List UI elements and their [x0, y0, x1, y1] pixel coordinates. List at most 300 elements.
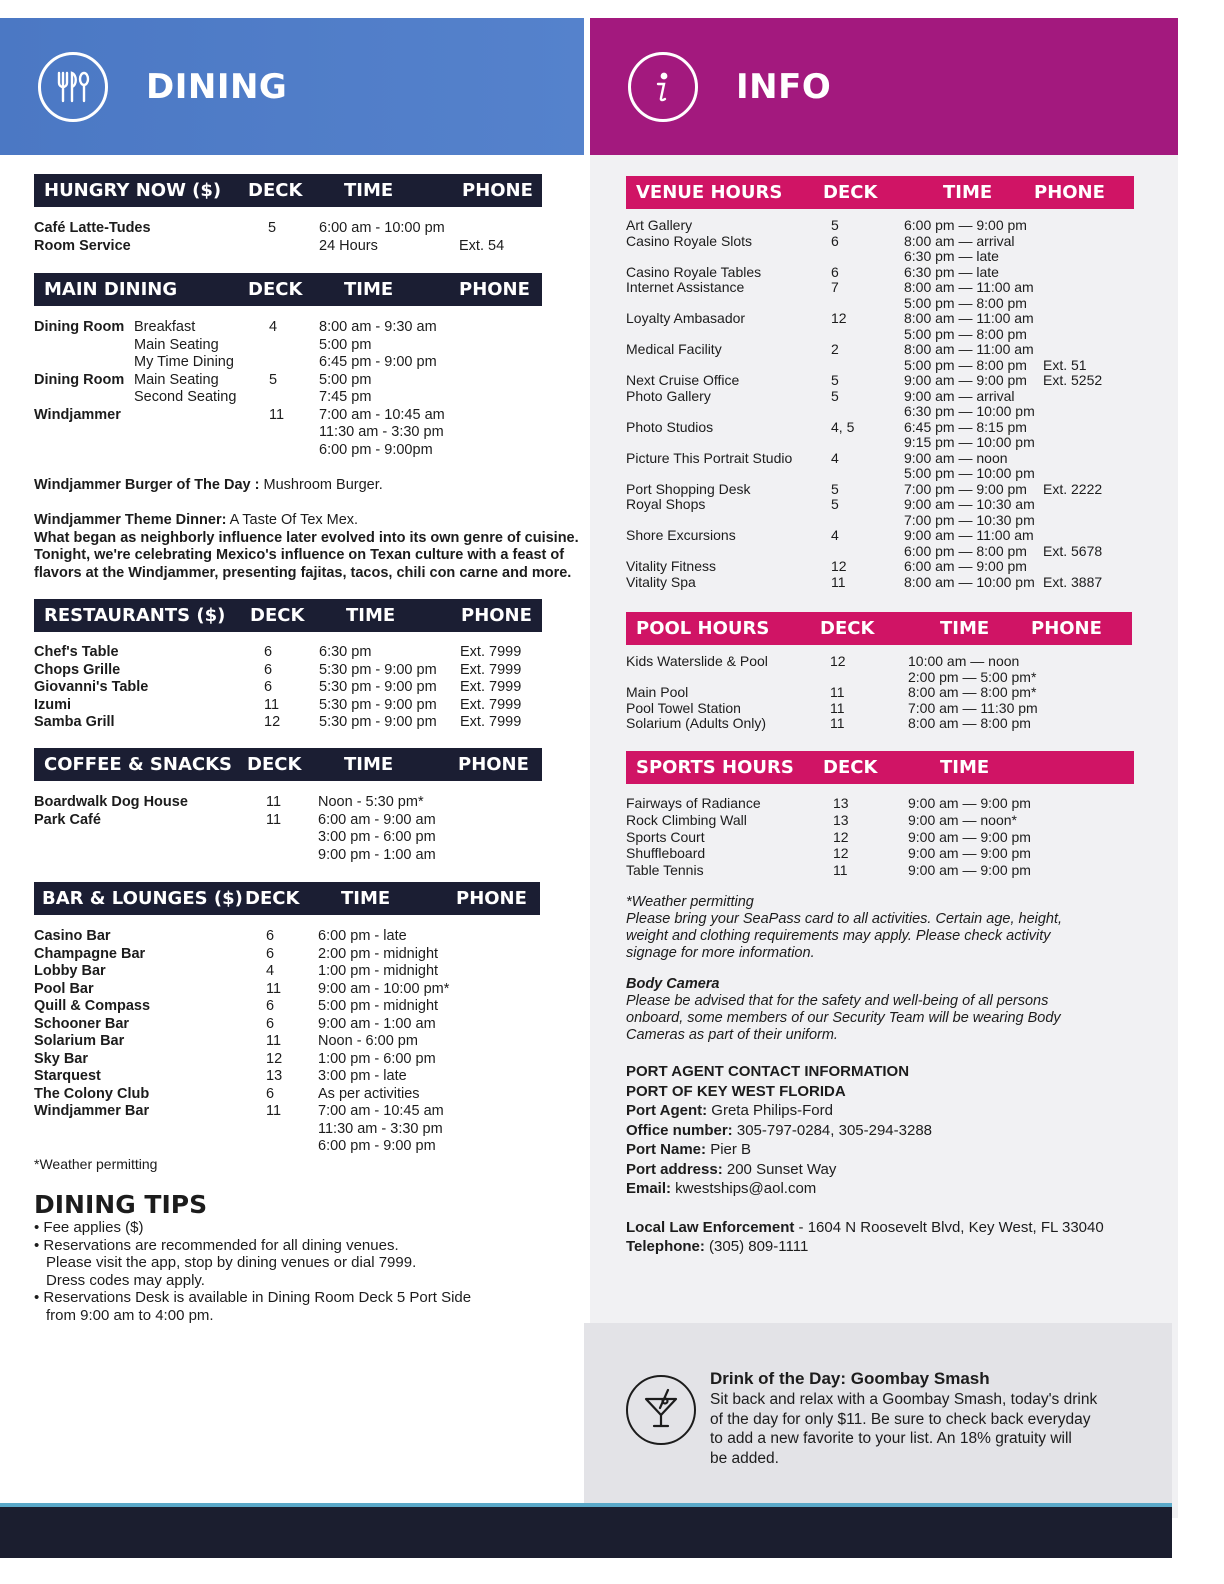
seating: Breakfast [134, 319, 196, 335]
time: 3:00 pm - late [318, 1068, 407, 1084]
table-row [626, 862, 1134, 879]
coffee-snacks-table [34, 794, 542, 864]
deck: 11 [833, 862, 848, 879]
time: 9:00 am — 9:00 pm [908, 795, 1031, 811]
theme-line: flavors at the Windjammer, presenting fajitas, tacos, chili con carne and more. [34, 564, 572, 581]
header-label: HUNGRY NOW ($) [44, 180, 222, 201]
burger-value: Mushroom Burger. [259, 477, 383, 493]
phone: Ext. 7999 [460, 696, 522, 713]
email-value: kwestships@aol.com [671, 1180, 817, 1197]
notice-line: Cameras as part of their uniform. [626, 1027, 838, 1043]
time: 6:00 am - 10:00 pm [319, 220, 445, 236]
table-row [34, 442, 542, 460]
table-row [34, 697, 542, 715]
venue-name: Kids Waterslide & Pool [626, 653, 768, 669]
venue-name: Port Shopping Desk [626, 480, 751, 497]
time: 10:00 am — noon [908, 653, 1020, 669]
seating: My Time Dining [134, 354, 234, 370]
body-camera-title: Body Camera [626, 976, 720, 992]
venue-name: Chops Grille [34, 661, 121, 678]
table-row [626, 528, 1134, 544]
deck: 4, 5 [831, 418, 855, 435]
table-row [34, 794, 542, 812]
table-row [34, 1138, 542, 1156]
venue-name: Solarium (Adults Only) [626, 715, 767, 731]
deck: 5 [831, 372, 839, 388]
venue-name: Windjammer [34, 406, 121, 423]
hungry-now-header [34, 174, 542, 207]
time: 6:45 pm - 9:00 pm [319, 354, 437, 370]
seating: Main Seating [134, 336, 219, 353]
fork-knife-spoon-icon [38, 52, 108, 122]
venue-name: Vitality Fitness [626, 558, 716, 574]
deck: 4 [831, 449, 839, 466]
law-value: - 1604 N Roosevelt Blvd, Key West, FL 33040 [794, 1218, 1104, 1236]
venue-name: Main Pool [626, 684, 689, 700]
time: 7:00 am — 11:30 pm [908, 699, 1038, 716]
venue-name: Vitality Spa [626, 573, 696, 590]
time: Noon - 6:00 pm [318, 1033, 418, 1049]
phone: Ext. 5678 [1043, 542, 1103, 559]
venue-hours-table [626, 218, 1134, 590]
venue-name: Casino Royale Slots [626, 232, 753, 249]
deck: 12 [264, 714, 281, 730]
time: 9:15 pm — 10:00 pm [904, 434, 1035, 450]
deck: 11 [269, 406, 285, 423]
deck: 11 [266, 811, 282, 828]
header-label: RESTAURANTS ($) [44, 605, 226, 626]
drink-line: of the day for only $11. Be sure to check back everyday [710, 1410, 1091, 1428]
venue-name: Picture This Portrait Studio [626, 449, 793, 466]
deck: 6 [831, 232, 839, 249]
notice-line: *Weather permitting [626, 894, 754, 910]
time: 6:30 pm — 10:00 pm [904, 403, 1035, 419]
header-phone: PHONE [462, 180, 533, 201]
restaurants-table [34, 644, 542, 732]
table-row [34, 389, 542, 407]
time: 5:00 pm — 8:00 pm [904, 325, 1027, 342]
deck: 6 [266, 928, 275, 944]
header-time: TIME [940, 618, 990, 639]
venue-name: Sports Court [626, 828, 705, 845]
table-row [626, 575, 1134, 591]
deck: 6 [264, 679, 273, 695]
deck: 11 [266, 1033, 282, 1049]
theme-label: Windjammer Theme Dinner: [34, 512, 227, 528]
time: As per activities [318, 1085, 420, 1102]
deck: 6 [264, 644, 273, 660]
time: 8:00 am — 11:00 am [904, 310, 1034, 326]
agent-label: Port Agent: [626, 1102, 708, 1119]
header-phone: PHONE [1031, 618, 1102, 639]
deck: 5 [831, 387, 839, 404]
time: 5:30 pm - 9:00 pm [319, 696, 437, 713]
time: 7:00 am - 10:45 am [318, 1103, 444, 1119]
table-row [626, 327, 1134, 343]
tip-line: Please visit the app, stop by dining venues or dial 7999. [46, 1254, 417, 1271]
time: 7:00 pm — 10:30 pm [904, 511, 1035, 528]
table-row [626, 701, 1132, 717]
info-icon [628, 52, 698, 122]
venue-name: Medical Facility [626, 341, 722, 357]
table-row [34, 644, 542, 662]
deck: 2 [831, 341, 839, 357]
header-deck: DECK [250, 605, 305, 626]
header-deck: DECK [248, 279, 303, 300]
deck: 11 [266, 794, 282, 810]
time: 6:45 pm — 8:15 pm [904, 418, 1027, 435]
deck: 11 [831, 573, 846, 590]
table-row [34, 1068, 542, 1086]
law-label: Local Law Enforcement [626, 1218, 795, 1236]
phone: Ext. 2222 [1043, 480, 1103, 497]
deck: 13 [833, 811, 849, 828]
bar-lounges-header [34, 882, 540, 915]
bar-lounges-table [34, 928, 542, 1156]
header-phone: PHONE [459, 279, 530, 300]
phone: Ext. 7999 [460, 714, 522, 730]
time: 6:00 pm - 9:00pm [319, 441, 433, 458]
notice-line: onboard, some members of our Security Team will be wearing Body [626, 1010, 1061, 1026]
time: 8:00 am — arrival [904, 232, 1015, 249]
time: 9:00 pm - 1:00 am [318, 846, 436, 863]
table-row [626, 234, 1134, 250]
time: 5:00 pm — 10:00 pm [904, 465, 1035, 481]
burger-of-the-day [34, 477, 383, 495]
tip-line: • Reservations are recommended for all dining venues. [34, 1236, 399, 1254]
time: 6:00 pm - 9:00 pm [318, 1138, 436, 1154]
time: 5:30 pm - 9:00 pm [319, 714, 437, 730]
time: 7:45 pm [319, 389, 372, 405]
header-time: TIME [943, 182, 993, 203]
time: Noon - 5:30 pm* [318, 794, 424, 810]
tip-line: from 9:00 am to 4:00 pm. [46, 1306, 214, 1324]
venue-name: Boardwalk Dog House [34, 794, 188, 810]
time: 2:00 pm — 5:00 pm* [908, 668, 1037, 685]
time: 6:30 pm — late [904, 263, 999, 280]
deck: 13 [833, 795, 849, 811]
notice-line: Please bring your SeaPass card to all activities. Certain age, height, [626, 911, 1063, 927]
header-label: VENUE HOURS [636, 182, 783, 203]
venue-hours-header [626, 176, 1134, 209]
time: 5:00 pm — 8:00 pm [904, 294, 1027, 311]
table-row [626, 389, 1134, 405]
table-row [34, 1051, 542, 1069]
time: 2:00 pm - midnight [318, 945, 439, 962]
header-time: TIME [344, 279, 394, 300]
deck: 5 [831, 217, 839, 233]
venue-name: Solarium Bar [34, 1033, 125, 1049]
venue-name: Pool Bar [34, 980, 94, 997]
agent-value: Greta Philips-Ford [707, 1102, 833, 1119]
venue-name: Photo Studios [626, 418, 714, 435]
deck: 12 [266, 1050, 283, 1067]
table-row [34, 998, 542, 1016]
deck: 6 [266, 945, 275, 962]
deck: 12 [831, 310, 847, 326]
office-label: Office number: [626, 1121, 733, 1139]
table-row [34, 847, 542, 865]
deck: 11 [264, 696, 280, 713]
port-name-label: Port Name: [626, 1141, 707, 1158]
time: 9:00 am — noon* [908, 811, 1017, 828]
drink-line: Sit back and relax with a Goombay Smash, today's drink [710, 1391, 1098, 1408]
time: 6:00 am — 9:00 pm [904, 558, 1027, 574]
deck: 5 [268, 220, 277, 236]
main-dining-header [34, 273, 542, 306]
table-row [34, 662, 542, 680]
activity-notice [626, 894, 1062, 962]
time: 1:00 pm - 6:00 pm [318, 1050, 436, 1067]
header-deck: DECK [245, 888, 300, 909]
time: 9:00 am — 10:30 am [904, 496, 1035, 512]
header-time: TIME [346, 605, 396, 626]
time: 5:00 pm [319, 371, 372, 388]
table-row [34, 1121, 542, 1139]
venue-name: Shuffleboard [626, 845, 706, 862]
time: 9:00 am — 9:00 pm [908, 828, 1031, 845]
time: 8:00 am — 8:00 pm [908, 715, 1031, 731]
time: 5:30 pm - 9:00 pm [319, 679, 437, 695]
address-label: Port address: [626, 1160, 723, 1178]
time: 8:00 am — 11:00 am [904, 341, 1034, 357]
deck: 12 [830, 653, 846, 669]
notice-line: Please be advised that for the safety and well-being of all persons [626, 993, 1049, 1009]
time: 6:00 pm — 8:00 pm [904, 542, 1027, 559]
deck: 6 [831, 263, 839, 280]
email-label: Email: [626, 1180, 672, 1197]
table-row [626, 829, 1134, 846]
restaurants-header [34, 599, 542, 632]
main-dining-table [34, 319, 542, 459]
table-row [626, 373, 1134, 389]
header-phone: PHONE [456, 888, 527, 909]
deck: 11 [830, 684, 845, 700]
deck: 11 [266, 980, 282, 997]
table-row [34, 1086, 542, 1104]
deck: 13 [266, 1068, 283, 1084]
table-row [34, 220, 542, 238]
venue-name: Dining Room [34, 371, 125, 388]
time: 5:00 pm - midnight [318, 998, 439, 1014]
venue-name: Table Tennis [626, 862, 704, 879]
table-row [626, 296, 1134, 312]
venue-name: The Colony Club [34, 1085, 150, 1102]
time: 9:00 am — arrival [904, 387, 1015, 404]
drink-of-the-day-panel [584, 1323, 1172, 1503]
port-heading: PORT OF KEY WEST FLORIDA [626, 1082, 846, 1100]
deck: 5 [831, 480, 839, 497]
time: 6:00 am - 9:00 am [318, 811, 436, 828]
header-deck: DECK [823, 182, 878, 203]
sports-hours-table [626, 795, 1134, 879]
venue-name: Photo Gallery [626, 387, 711, 404]
time: 9:00 am — 9:00 pm [904, 372, 1027, 388]
table-row [34, 679, 542, 697]
table-row [34, 1103, 542, 1121]
time: 9:00 am — 11:00 am [904, 527, 1034, 543]
theme-dinner [34, 512, 579, 582]
deck: 11 [266, 1103, 282, 1119]
time: 6:00 pm — 9:00 pm [904, 217, 1027, 233]
dining-tips-list [34, 1219, 471, 1324]
header-time: TIME [344, 180, 394, 201]
header-deck: DECK [247, 754, 302, 775]
venue-name: Café Latte-Tudes [34, 220, 151, 236]
time: 5:00 pm [319, 336, 372, 353]
header-label: POOL HOURS [636, 618, 770, 639]
table-row [34, 928, 542, 946]
header-deck: DECK [248, 180, 303, 201]
tip-line: Dress codes may apply. [46, 1271, 205, 1289]
table-row [626, 654, 1132, 670]
deck: 6 [266, 1015, 275, 1032]
deck: 5 [269, 371, 278, 388]
time: 8:00 am - 9:30 am [319, 319, 437, 335]
table-row [626, 265, 1134, 281]
venue-name: Lobby Bar [34, 963, 106, 979]
drink-title: Drink of the Day: Goombay Smash [710, 1369, 990, 1388]
table-row [626, 497, 1134, 513]
venue-name: Casino Royale Tables [626, 263, 762, 280]
phone: Ext. 7999 [460, 644, 522, 660]
tip-line: • Fee applies ($) [34, 1219, 144, 1236]
pool-hours-table [626, 654, 1132, 732]
deck: 4 [269, 319, 278, 335]
table-row [626, 482, 1134, 498]
table-row [626, 249, 1134, 265]
time: 9:00 am — noon [904, 449, 1008, 466]
info-banner [590, 18, 1178, 155]
venue-name: Room Service [34, 237, 131, 254]
table-row [626, 544, 1134, 560]
deck: 12 [833, 828, 849, 845]
theme-line: Tonight, we're celebrating Mexico's influence on Texan culture with a feast of [34, 547, 565, 563]
venue-name: Park Café [34, 811, 101, 828]
dining-tips-title: DINING TIPS [34, 1190, 208, 1219]
time: 24 Hours [319, 237, 378, 254]
time: 9:00 am - 1:00 am [318, 1015, 436, 1032]
table-row [626, 435, 1134, 451]
weather-note: *Weather permitting [34, 1156, 158, 1172]
table-row [626, 685, 1132, 701]
time: 1:00 pm - midnight [318, 963, 439, 979]
time: 9:00 am - 10:00 pm* [318, 980, 450, 997]
telephone-label: Telephone: [626, 1238, 705, 1255]
venue-name: Next Cruise Office [626, 372, 740, 388]
venue-name: Giovanni's Table [34, 679, 149, 695]
table-row [626, 513, 1134, 529]
header-label: BAR & LOUNGES ($) [42, 888, 243, 909]
drink-line: be added. [710, 1449, 779, 1467]
time: 8:00 am — 10:00 pm [904, 573, 1035, 590]
table-row [34, 337, 542, 355]
venue-name: Champagne Bar [34, 945, 146, 962]
venue-name: Schooner Bar [34, 1015, 130, 1032]
theme-value: A Taste Of Tex Mex. [226, 512, 359, 528]
header-label: MAIN DINING [44, 279, 178, 300]
table-row [626, 812, 1134, 829]
time: 11:30 am - 3:30 pm [319, 424, 444, 440]
drink-line: to add a new favorite to your list. An 18% gratuity will [710, 1430, 1072, 1447]
venue-name: Chef's Table [34, 644, 119, 660]
time: 5:30 pm - 9:00 pm [319, 661, 437, 678]
theme-line: What began as neighborly influence later evolved into its own genre of cuisine. [34, 529, 579, 546]
deck: 11 [830, 715, 845, 731]
table-row [34, 829, 542, 847]
deck: 12 [831, 558, 847, 574]
header-time: TIME [341, 888, 391, 909]
phone: Ext. 5252 [1043, 372, 1103, 388]
office-value: 305-797-0284, 305-294-3288 [732, 1121, 933, 1139]
telephone-value: (305) 809-1111 [704, 1238, 809, 1255]
table-row [34, 946, 542, 964]
venue-name: Internet Assistance [626, 279, 745, 295]
header-label: SPORTS HOURS [636, 757, 794, 778]
table-row [34, 372, 542, 390]
time: 6:30 pm [319, 644, 372, 660]
table-row [626, 670, 1132, 686]
venue-name: Samba Grill [34, 714, 115, 730]
deck: 6 [266, 998, 275, 1014]
info-title: INFO [736, 66, 832, 107]
port-agent-contact [626, 1062, 1104, 1257]
table-row [626, 358, 1134, 374]
notice-line: signage for more information. [626, 945, 815, 961]
table-row [626, 466, 1134, 482]
table-row [34, 424, 542, 442]
deck: 11 [830, 699, 845, 716]
header-label: COFFEE & SNACKS [44, 754, 233, 775]
time: 7:00 am - 10:45 am [319, 406, 445, 423]
time: 9:00 am — 9:00 pm [908, 862, 1031, 879]
port-name-value: Pier B [706, 1141, 752, 1158]
table-row [34, 407, 542, 425]
header-time: TIME [344, 754, 394, 775]
notice-line: weight and clothing requirements may apply. Please check activity [626, 928, 1051, 944]
venue-name: Fairways of Radiance [626, 795, 761, 811]
deck: 5 [831, 496, 839, 512]
venue-name: Loyalty Ambasador [626, 310, 746, 326]
cocktail-icon [626, 1375, 696, 1445]
time: 11:30 am - 3:30 pm [318, 1120, 443, 1137]
time: 3:00 pm - 6:00 pm [318, 829, 436, 845]
venue-name: Shore Excursions [626, 527, 736, 543]
table-row [34, 963, 542, 981]
table-row [34, 1033, 542, 1051]
dining-title: DINING [146, 66, 288, 107]
table-row [626, 404, 1134, 420]
venue-name: Rock Climbing Wall [626, 811, 747, 828]
table-row [626, 845, 1134, 862]
venue-name: Sky Bar [34, 1050, 89, 1067]
phone: Ext. 7999 [460, 661, 522, 678]
time: 5:00 pm — 8:00 pm [904, 356, 1027, 373]
table-row [34, 714, 542, 732]
table-row [626, 280, 1134, 296]
tip-line: • Reservations Desk is available in Dining Room Deck 5 Port Side [34, 1289, 472, 1306]
contact-heading: PORT AGENT CONTACT INFORMATION [626, 1063, 910, 1080]
venue-name: Quill & Compass [34, 998, 151, 1014]
address-value: 200 Sunset Way [722, 1160, 837, 1178]
deck: 12 [833, 845, 849, 862]
table-row [34, 1016, 542, 1034]
coffee-snacks-header [34, 748, 542, 781]
venue-name: Dining Room [34, 319, 125, 335]
sports-hours-header [626, 751, 1134, 784]
pool-hours-header [626, 612, 1132, 645]
table-row [626, 716, 1132, 732]
